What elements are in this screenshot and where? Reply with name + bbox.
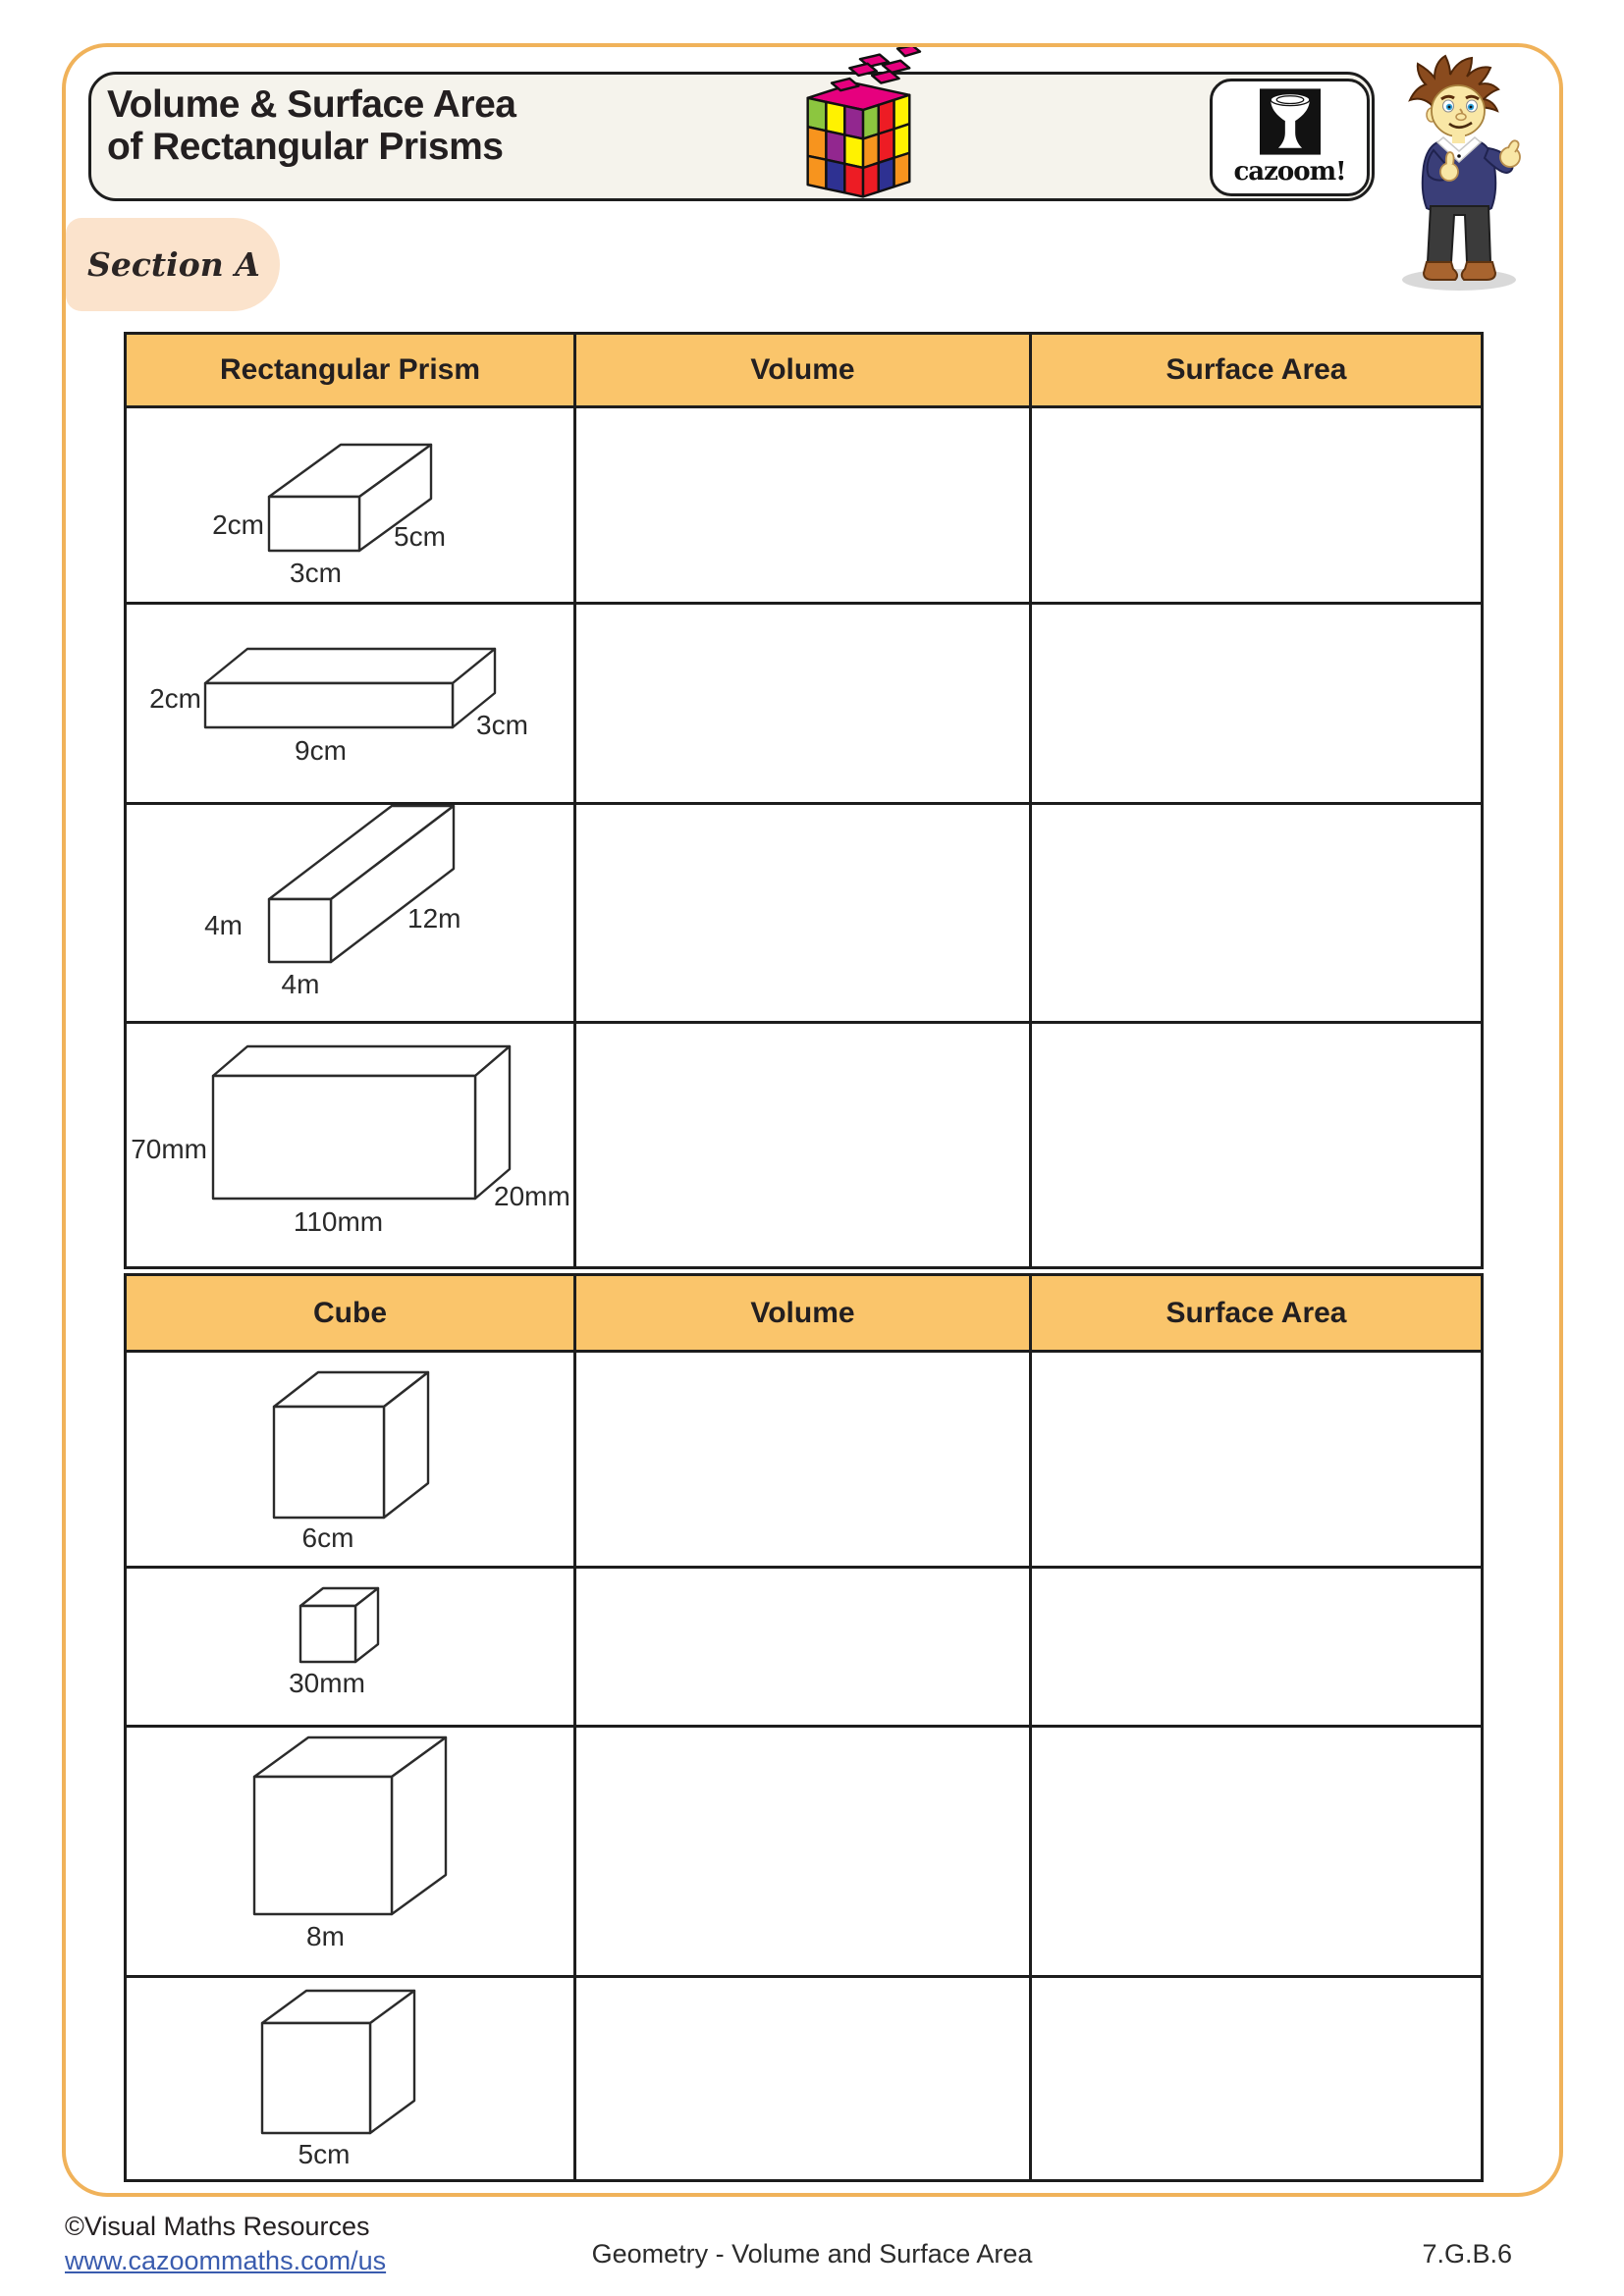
column-header-volume: Volume: [576, 335, 1032, 405]
volume-answer-cell: [576, 408, 1032, 602]
prism-table: [124, 332, 1484, 1269]
dimension-label: 3cm: [476, 710, 528, 740]
dimension-label: 4m: [281, 969, 320, 999]
prism-figure-cell: [127, 605, 576, 802]
prism-figure-cell: [127, 408, 576, 602]
dimension-label: 30mm: [289, 1668, 365, 1698]
column-header-volume: Volume: [576, 1276, 1032, 1350]
footer-standard-code: 7.G.B.6: [1422, 2239, 1512, 2269]
column-header-shape: Cube: [127, 1276, 576, 1350]
volume-answer-cell: [576, 1728, 1032, 1975]
surface-area-answer-cell: [1032, 1978, 1481, 2179]
cube-figure-cell: [127, 1728, 576, 1975]
prism-table-header: [127, 335, 1481, 408]
dimension-label: 2cm: [149, 683, 201, 714]
prism-figure-cell: [127, 1024, 576, 1266]
surface-area-answer-cell: [1032, 1024, 1481, 1266]
cube-drawing: [127, 1569, 573, 1725]
volume-answer-cell: [576, 605, 1032, 802]
dimension-label: 12m: [407, 903, 461, 934]
volume-answer-cell: [576, 1353, 1032, 1566]
column-header-shape: Rectangular Prism: [127, 335, 576, 405]
dimension-label: 6cm: [301, 1522, 354, 1553]
table-row: [127, 1728, 1481, 1978]
cube-figure-cell: [127, 1978, 576, 2179]
dimension-label: 2cm: [212, 509, 264, 540]
surface-area-answer-cell: [1032, 1353, 1481, 1566]
title-line-1: Volume & Surface Area: [107, 83, 516, 126]
table-row: [127, 605, 1481, 805]
footer-link[interactable]: www.cazoommaths.com/us: [65, 2246, 387, 2275]
rubiks-cube-icon: [778, 47, 943, 204]
dimension-label: 9cm: [295, 735, 347, 766]
footer-topic: Geometry - Volume and Surface Area: [591, 2239, 1033, 2269]
table-row: [127, 1569, 1481, 1728]
prism-figure-cell: [127, 805, 576, 1021]
table-row: [127, 805, 1481, 1024]
surface-area-answer-cell: [1032, 1569, 1481, 1725]
boy-mascot-illustration: [1382, 54, 1540, 299]
dimension-label: 5cm: [394, 521, 446, 552]
section-a-badge: [66, 218, 280, 311]
surface-area-answer-cell: [1032, 805, 1481, 1021]
dimension-label: 20mm: [494, 1181, 570, 1211]
dimension-label: 3cm: [290, 558, 342, 588]
cazoom-logo: [1210, 79, 1370, 196]
worksheet-title: [107, 83, 515, 168]
table-row: [127, 1353, 1481, 1569]
surface-area-answer-cell: [1032, 1728, 1481, 1975]
table-row: [127, 1978, 1481, 2179]
volume-answer-cell: [576, 1569, 1032, 1725]
table-row: [127, 408, 1481, 605]
column-header-surface-area: Surface Area: [1165, 1296, 1347, 1329]
cube-figure-cell: [127, 1569, 576, 1725]
drum-logo-icon: [1260, 88, 1321, 155]
title-banner: [88, 72, 1375, 201]
surface-area-answer-cell: [1032, 408, 1481, 602]
table-row: [127, 1024, 1481, 1266]
footer-copyright: ©Visual Maths Resources: [65, 2212, 370, 2241]
cube-figure-cell: [127, 1353, 576, 1566]
dimension-label: 110mm: [293, 1206, 384, 1237]
section-a-label: Section A: [87, 245, 260, 284]
volume-answer-cell: [576, 805, 1032, 1021]
volume-answer-cell: [576, 1024, 1032, 1266]
cazoom-logo-text: cazoom!: [1233, 157, 1346, 187]
dimension-label: 4m: [204, 910, 243, 940]
cube-table-header: [127, 1276, 1481, 1353]
volume-answer-cell: [576, 1978, 1032, 2179]
cube-table: [124, 1273, 1484, 2182]
title-line-2: of Rectangular Prisms: [107, 126, 504, 168]
dimension-label: 5cm: [298, 2139, 351, 2169]
column-header-surface-area: Surface Area: [1165, 353, 1347, 386]
surface-area-answer-cell: [1032, 605, 1481, 802]
dimension-label: 70mm: [131, 1134, 207, 1164]
dimension-label: 8m: [306, 1921, 345, 1951]
